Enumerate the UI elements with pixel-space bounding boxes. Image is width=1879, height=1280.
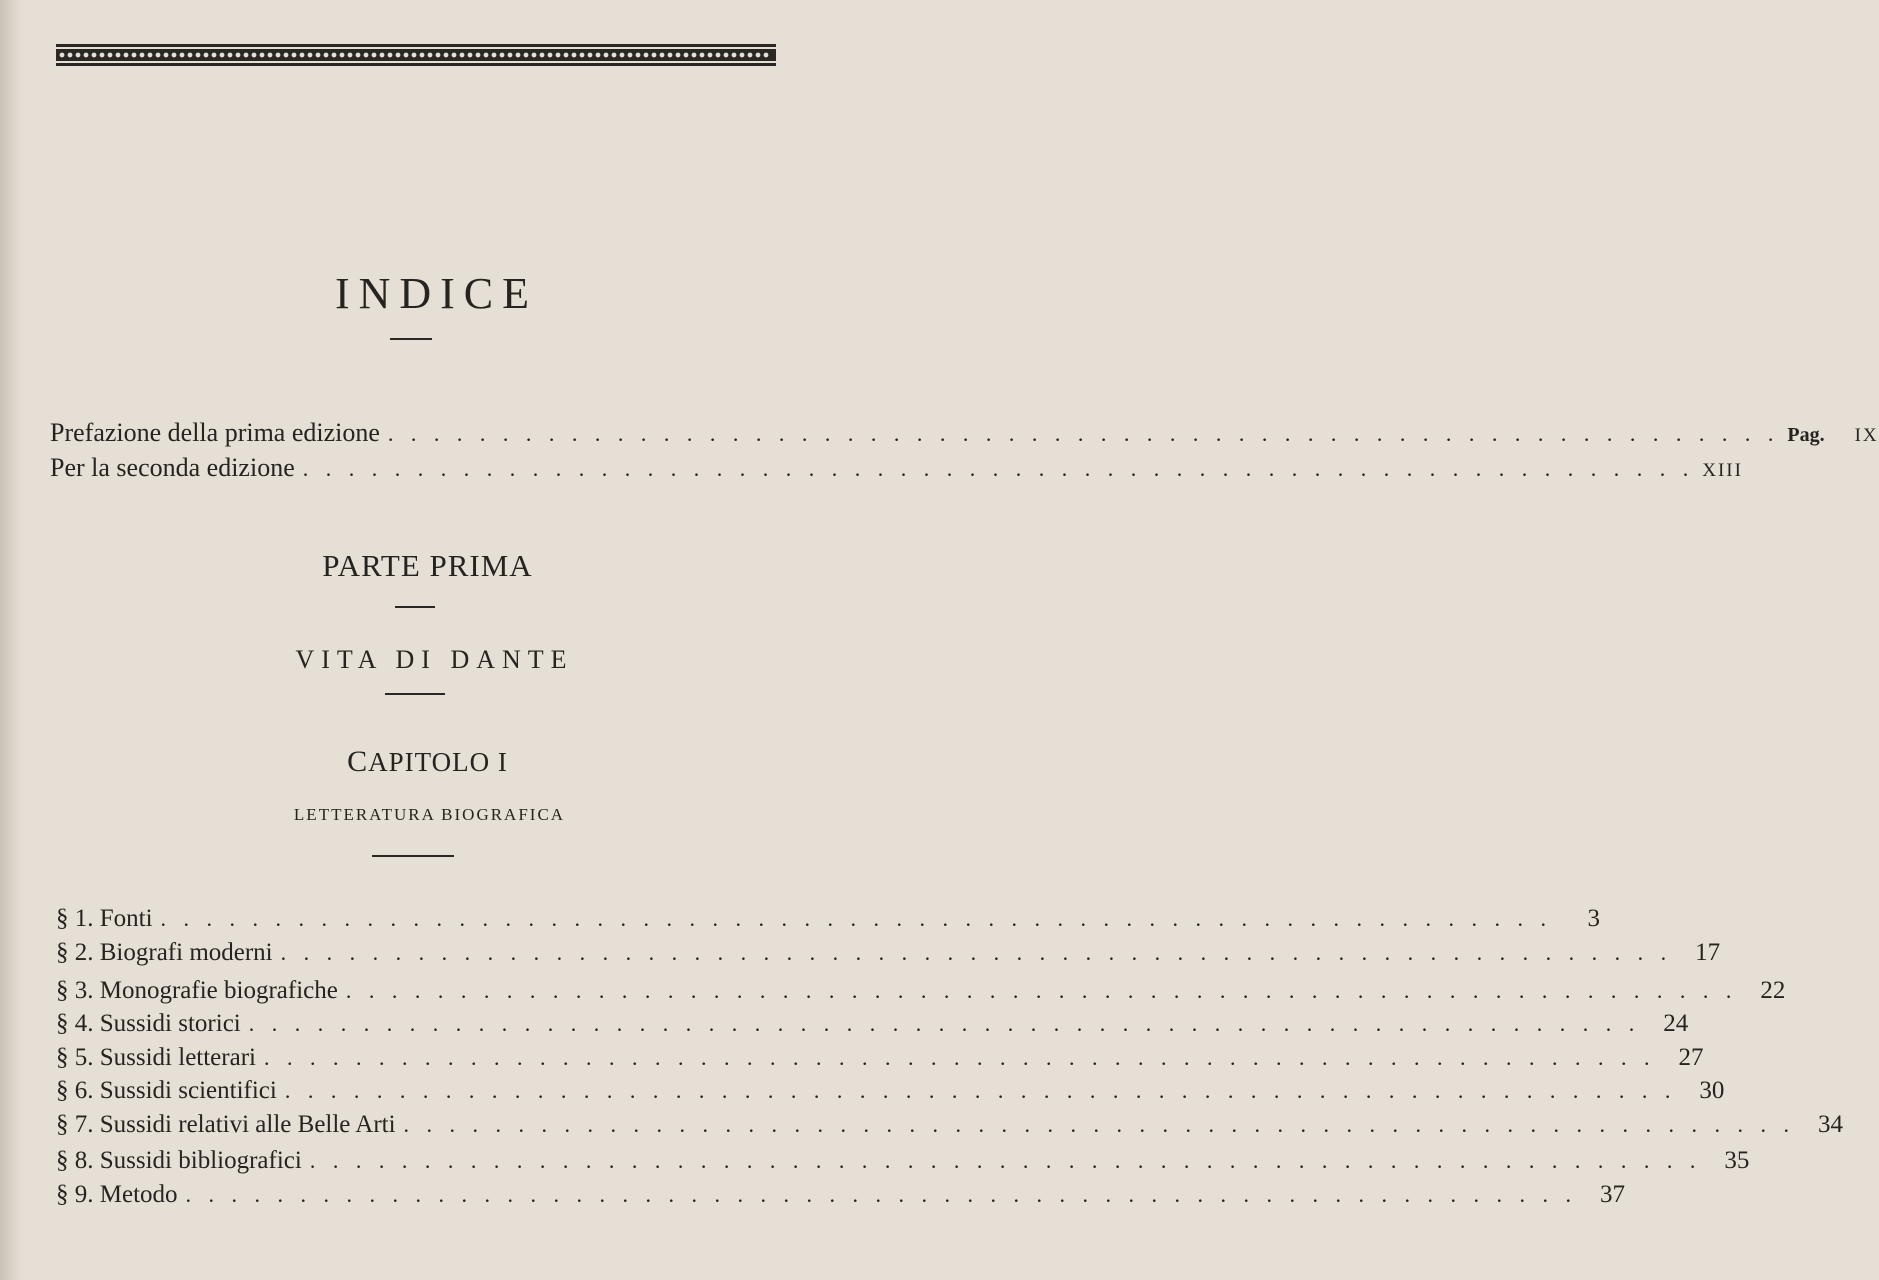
toc-entry[interactable] [56,1010,1689,1038]
toc-entry[interactable] [56,1147,1750,1175]
page-number: 3 [1587,905,1601,932]
dot-leader: . . . . . . . . . . . . . . . . . . . . . . . . . . . . . . . . . . . . . . . . . . . . . . . . . . . . . . . . . . . . . [403,1112,1796,1137]
page-number: 22 [1760,977,1786,1004]
dot-leader: . . . . . . . . . . . . . . . . . . . . . . . . . . . . . . . . . . . . . . . . . . . . . . . . . . . . . . . . . . . . . [263,1045,1656,1070]
dot-leader: . . . . . . . . . . . . . . . . . . . . . . . . . . . . . . . . . . . . . . . . . . . . . . . . . . . . . . . . . . . . . [302,456,1695,481]
toc-entry[interactable] [56,1077,1725,1105]
part-subtitle: VITA DI DANTE [295,645,574,674]
toc-entry[interactable] [56,1181,1626,1209]
entry-label: Prefazione della prima edizione [50,418,380,447]
part-heading: PARTE PRIMA [322,548,533,583]
dot-leader: . . . . . . . . . . . . . . . . . . . . . . . . . . . . . . . . . . . . . . . . . . . . . . . . . . . . . . . . . . . . . [309,1148,1702,1173]
title-rule [390,338,432,340]
entry-label: § 6. Sussidi scientifici [56,1077,277,1104]
preface-entry[interactable] [50,453,1743,483]
entry-label: § 2. Biografi moderni [56,939,273,966]
page-number: 17 [1695,939,1721,966]
chapter-heading [0,745,855,779]
preface-entry[interactable] [50,418,1879,448]
dot-leader: . . . . . . . . . . . . . . . . . . . . . . . . . . . . . . . . . . . . . . . . . . . . . . . . . . . . . . . . . . . . . [185,1182,1578,1207]
dot-leader: . . . . . . . . . . . . . . . . . . . . . . . . . . . . . . . . . . . . . . . . . . . . . . . . . . . . . . . . . . . . . [280,940,1673,965]
dot-leader: . . . . . . . . . . . . . . . . . . . . . . . . . . . . . . . . . . . . . . . . . . . . . . . . . . . . . . . . . . . . . [345,978,1738,1003]
page-title: INDICE [334,269,539,318]
entry-label: § 3. Monografie biografiche [56,977,338,1004]
toc-entry[interactable] [56,939,1721,967]
chapter-heading-rest: APITOLO I [368,747,508,777]
entry-label: § 5. Sussidi letterari [56,1044,256,1071]
chapter-subtitle: LETTERATURA BIOGRAFICA [293,805,566,824]
entry-label: § 8. Sussidi bibliografici [56,1147,302,1174]
page-edge-shadow [0,0,22,1280]
chapter-heading-initial: C [347,745,369,778]
page-number: 35 [1724,1147,1750,1174]
page-number: IX [1854,425,1879,446]
entry-label: § 9. Metodo [56,1181,178,1208]
dot-leader: . . . . . . . . . . . . . . . . . . . . . . . . . . . . . . . . . . . . . . . . . . . . . . . . . . . . . . . . . . . . . [387,421,1780,446]
dot-leader: . . . . . . . . . . . . . . . . . . . . . . . . . . . . . . . . . . . . . . . . . . . . . . . . . . . . . . . . . . . . . [248,1011,1641,1036]
entry-label: Per la seconda edizione [50,453,295,482]
toc-entry[interactable] [56,977,1786,1005]
toc-entry[interactable] [56,905,1601,933]
part-rule [395,606,435,608]
page-number: 37 [1600,1181,1626,1208]
entry-label: § 7. Sussidi relativi alle Belle Arti [56,1111,396,1138]
page-number: 24 [1663,1010,1689,1037]
page-number: 27 [1678,1044,1704,1071]
chapter-rule [372,855,454,857]
ornamental-border [56,44,776,66]
toc-entry[interactable] [56,1044,1704,1072]
page-abbreviation: Pag. [1787,424,1825,446]
page-number: XIII [1702,460,1743,481]
entry-label: § 4. Sussidi storici [56,1010,241,1037]
dot-leader: . . . . . . . . . . . . . . . . . . . . . . . . . . . . . . . . . . . . . . . . . . . . . . . . . . . . . . . . . . . . . [160,906,1553,931]
page-number: 34 [1818,1111,1844,1138]
toc-entry[interactable] [56,1111,1844,1139]
page-number: 30 [1699,1077,1725,1104]
entry-label: § 1. Fonti [56,905,153,932]
dot-leader: . . . . . . . . . . . . . . . . . . . . . . . . . . . . . . . . . . . . . . . . . . . . . . . . . . . . . . . . . . . . . [284,1078,1677,1103]
subtitle-rule [385,693,445,695]
